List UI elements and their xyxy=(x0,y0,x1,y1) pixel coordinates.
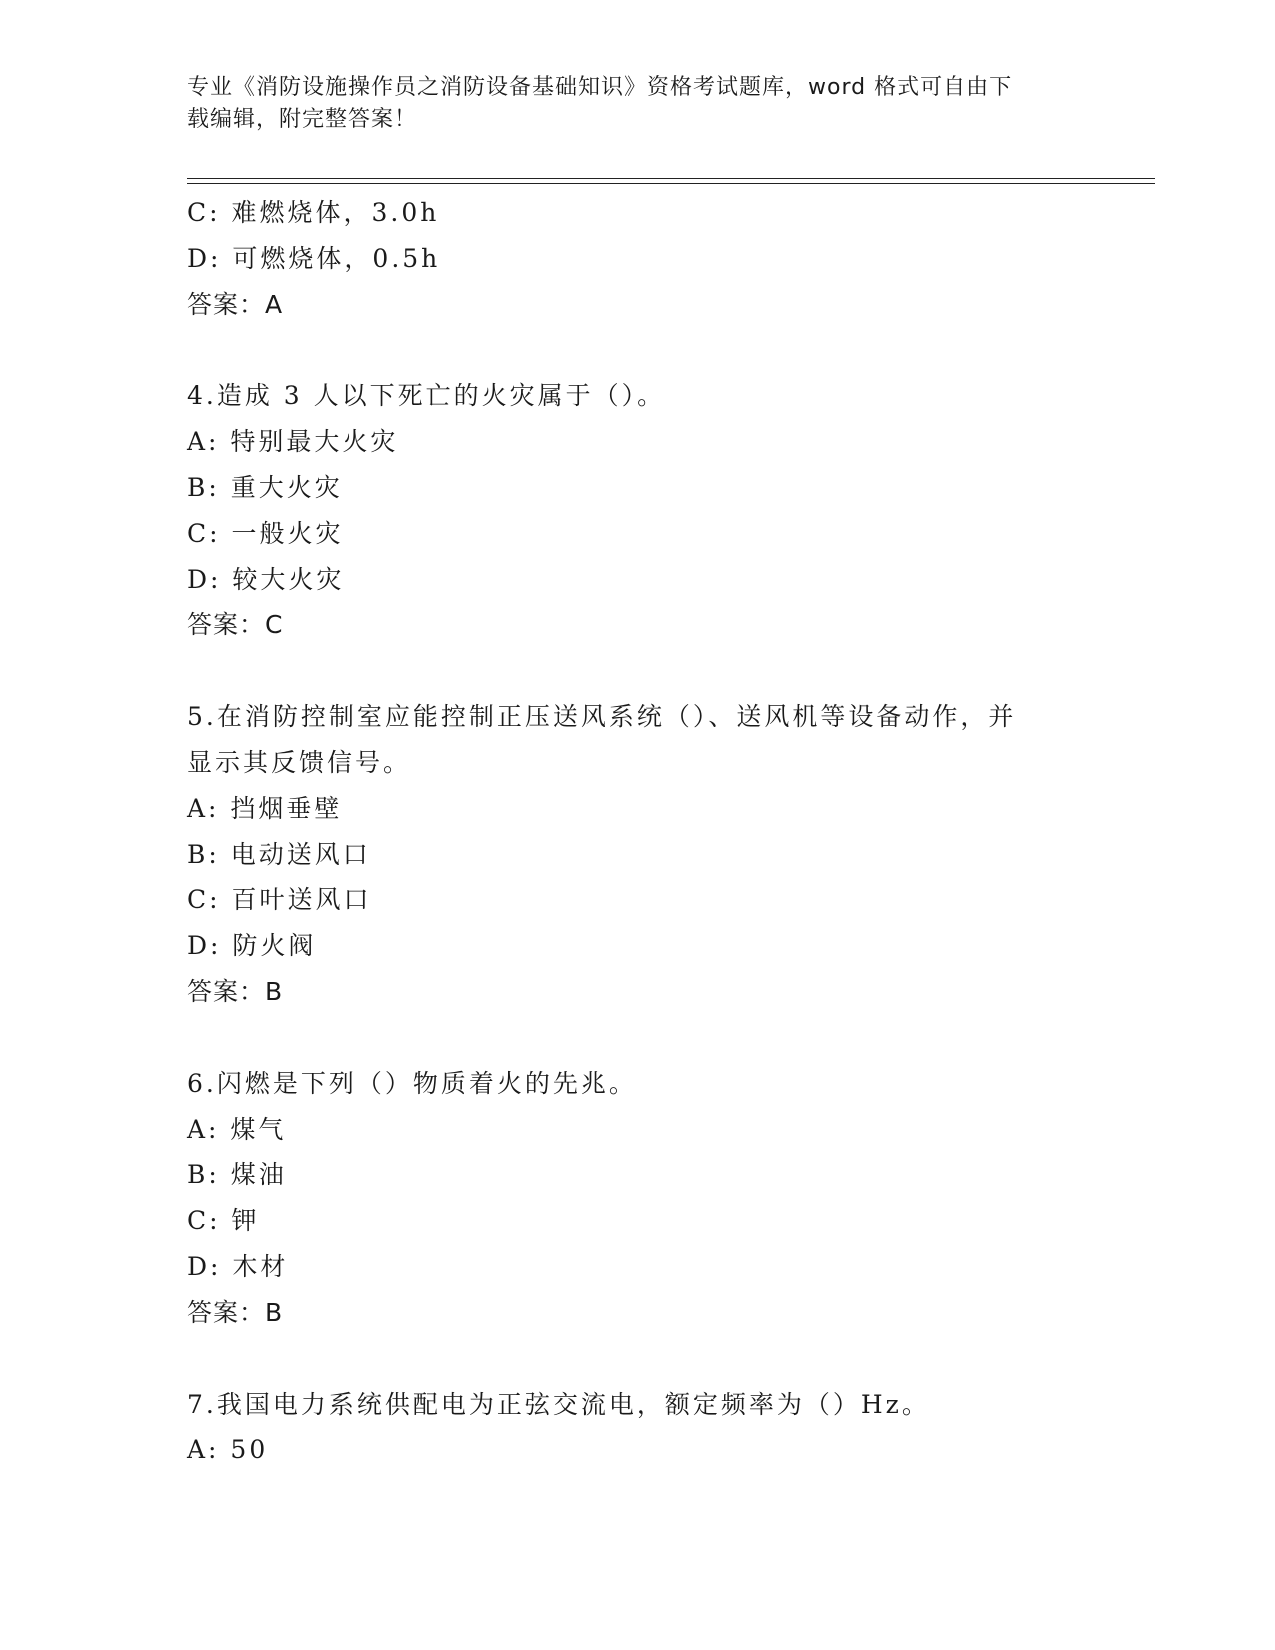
question-6 xyxy=(187,1061,1087,1336)
option-d: D: 可燃烧体，0.5h xyxy=(187,243,441,273)
option-a: A: 特别最大火灾 xyxy=(187,427,399,457)
question-stem: 7.我国电力系统供配电为正弦交流电，额定频率为（）Hz。 xyxy=(187,1389,930,1419)
answer-label: 答案：B xyxy=(187,1297,284,1327)
question-5 xyxy=(187,694,1087,1015)
option-a: A: 挡烟垂壁 xyxy=(187,793,343,823)
header-line-2: 载编辑，附完整答案！ xyxy=(187,107,418,132)
header-divider-bottom xyxy=(187,183,1155,184)
spacer xyxy=(187,1015,1087,1061)
option-c: C: 难燃烧体，3.0h xyxy=(187,198,440,227)
answer-label: 答案：A xyxy=(187,289,284,319)
header-divider-top xyxy=(187,178,1155,179)
option-a: A: 50 xyxy=(187,1435,269,1465)
spacer xyxy=(187,648,1087,694)
question-7 xyxy=(187,1382,1087,1474)
option-d: D: 较大火灾 xyxy=(187,564,345,594)
option-d: D: 防火阀 xyxy=(187,931,317,961)
answer-label: 答案：C xyxy=(187,610,284,640)
spacer xyxy=(187,1336,1087,1382)
answer-label: 答案：B xyxy=(187,976,284,1006)
question-list xyxy=(187,190,1087,1473)
option-a: A: 煤气 xyxy=(187,1114,287,1144)
question-stem-line-2: 显示其反馈信号。 xyxy=(187,747,412,777)
option-b: B: 煤油 xyxy=(187,1160,287,1190)
header-line-1: 专业《消防设施操作员之消防设备基础知识》资格考试题库，word 格式可自由下 xyxy=(187,75,1013,100)
question-stem-line-1: 5.在消防控制室应能控制正压送风系统（）、送风机等设备动作，并 xyxy=(187,702,1017,732)
option-c: C: 一般火灾 xyxy=(187,518,344,548)
option-b: B: 重大火灾 xyxy=(187,472,343,502)
question-4 xyxy=(187,373,1087,648)
spacer xyxy=(187,327,1087,373)
option-d: D: 木材 xyxy=(187,1251,289,1281)
option-b: B: 电动送风口 xyxy=(187,839,371,869)
document-header xyxy=(187,72,1087,136)
option-c: C: 钾 xyxy=(187,1206,260,1236)
question-stem: 4.造成 3 人以下死亡的火灾属于（）。 xyxy=(187,381,666,411)
question-3 xyxy=(187,190,1087,327)
question-stem: 6.闪燃是下列（）物质着火的先兆。 xyxy=(187,1068,637,1098)
option-c: C: 百叶送风口 xyxy=(187,885,372,915)
